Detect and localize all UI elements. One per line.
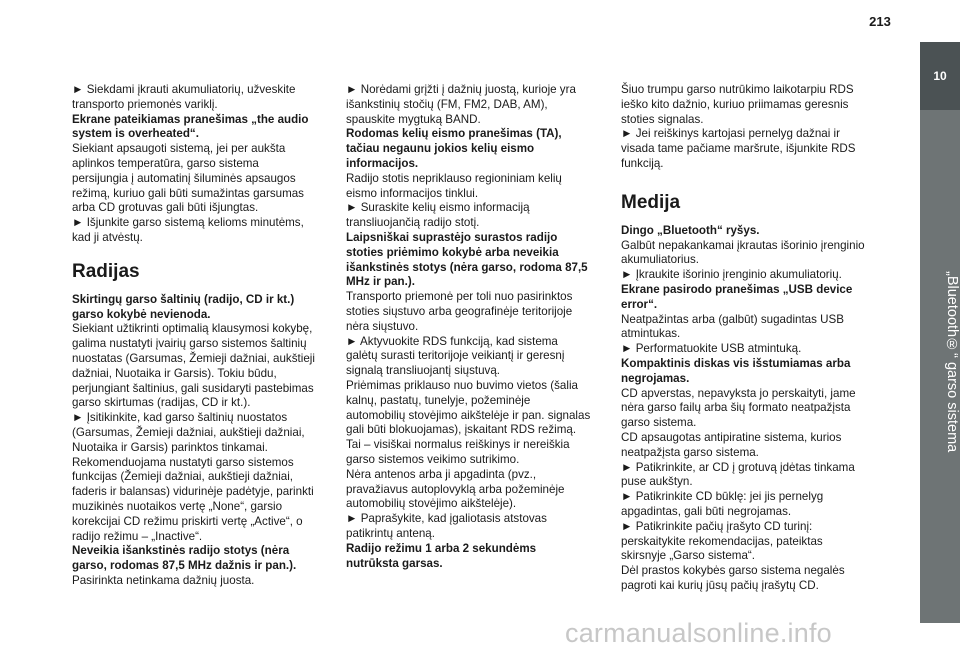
paragraph: ► Patikrinkite CD būklę: jei jis pernelyg apgadintas, gali būti negrojamas. [621,490,824,518]
paragraph: Neatpažintas arba (galbūt) sugadintas USB atmintukas. [621,312,844,341]
paragraph: Siekiant apsaugoti sistemą, jei per aukšta aplinkos temperatūra, garso sistema persijungia į automatinį šiluminės apsaugos režimą, kuriuo gali būti sumažintas garsumas arba CD grotuvas gali būti išjungtas. [72,142,304,215]
chapter-title: „Bluetooth®“ garso sistema [944,271,960,453]
paragraph: ► Išjunkite garso sistemą kelioms minutėms, kad ji atvėstų. [72,216,304,244]
bold-paragraph: Skirtingų garso šaltinių (radijo, CD ir kt.) garso kokybė nevienoda. [72,292,295,321]
chapter-number: 10 [920,42,960,110]
column-left [72,83,318,589]
paragraph: ► Jei reiškinys kartojasi pernelyg dažnai ir visada tame pačiame maršrute, išjunkite RDS funkciją. [621,127,856,170]
chapter-side-tab [920,42,960,623]
paragraph: CD apverstas, nepavyksta jo perskaityti, jame nėra garso failų arba šių formato neatpažįsta garso sistema. [621,386,856,430]
paragraph: Transporto priemonė per toli nuo pasirinktos stoties siųstuvo arba geografinėje teritorijoje nėra siųstuvo. [346,290,573,333]
watermark: carmanualsonline.info [565,618,832,648]
paragraph: CD apsaugotas antipiratine sistema, kurios neatpažįsta garso sistema. [621,430,842,459]
paragraph: Šiuo trumpu garso nutrūkimo laikotarpiu RDS ieško kito dažnio, kuriuo priimamas geresnis stoties signalas. [621,83,854,126]
bold-paragraph: Dingo „Bluetooth“ ryšys. [621,223,760,237]
paragraph: ► Įsitikinkite, kad garso šaltinių nuostatos (Garsumas, Žemieji dažniai, aukštieji dažniai, Nuotaika ir Garsis) parinktos tinkamai. Rekomenduojama nustatyti garso sistemos funkcijas (Žemieji dažniai, aukštieji dažniai, faderis ir balansas) vidurinėje padėtyje, parinkti muzikinės nuotaikos vertę „None“, garsio korekcijai CD režimu priskirti vertę „Active“, o radijo režimu – „Inactive“. [72,411,314,543]
paragraph: ► Paprašykite, kad įgaliotasis atstovas patikrintų anteną. [346,512,547,540]
paragraph: ► Įkraukite išorinio įrenginio akumuliatorių. [621,268,842,282]
bold-paragraph: Neveikia išankstinės radijo stotys (nėra garso, rodomas 87,5 MHz dažnis ir pan.). [72,544,297,573]
column-right [621,83,867,594]
paragraph: ► Norėdami grįžti į dažnių juostą, kurioje yra išankstinių stočių (FM, FM2, DAB, AM), spauskite mygtuką BAND. [346,83,576,126]
bold-paragraph: Rodomas kelių eismo pranešimas (TA), tačiau negaunu jokios kelių eismo informacijos. [346,127,562,170]
paragraph: Priėmimas priklauso nuo buvimo vietos (šalia kalnų, pastatų, tunelyje, požeminėje automobilių stovėjimo aikštelėje ir pan. signalas gali būti blokuojamas), įskaitant RDS režimą. [346,378,591,437]
paragraph: Dėl prastos kokybės garso sistema negalės pagroti kai kurių jūsų pačių įrašytų CD. [621,564,845,592]
bold-paragraph: Ekrane pateikiamas pranešimas „the audio system is overheated“. [72,112,309,141]
bold-paragraph: Kompaktinis diskas vis išstumiamas arba negrojamas. [621,356,851,385]
paragraph: Siekiant užtikrinti optimalią klausymosi kokybę, galima nustatyti įvairių garso sistemos šaltinių nuostatas (Garsumas, Žemieji dažniai, aukštieji dažniai, Nuotaika ir Garsis). Tokiu būdu, perjungiant šaltinius, gali susidaryti pastebimas garso skirtumas (radijas, CD ir kt.). [72,322,315,410]
paragraph: ► Patikrinkite pačių įrašyto CD turinį: perskaitykite rekomendacijas, pateiktas skirsnyje „Garso sistema“. [621,519,823,563]
paragraph: ► Siekdami įkrauti akumuliatorių, užveskite transporto priemonės variklį. [72,83,296,111]
paragraph: Pasirinkta netinkama dažnių juosta. [72,573,255,587]
section-heading-radijas: Radijas [72,260,140,282]
bold-paragraph: Ekrane pasirodo pranešimas „USB device error“. [621,282,853,311]
paragraph: ► Suraskite kelių eismo informaciją transliuojančią radijo stotį. [346,201,530,230]
paragraph: ► Aktyvuokite RDS funkciją, kad sistema galėtų surasti teritorijoje veikiantį ir geresnį signalą transliuojantį siųstuvą. [346,334,565,378]
bold-paragraph: Radijo režimu 1 arba 2 sekundėms nutrūksta garsas. [346,541,537,570]
paragraph: Radijo stotis nepriklauso regioniniam kelių eismo informacijos tinklui. [346,171,562,200]
paragraph: ► Patikrinkite, ar CD į grotuvą įdėtas tinkama puse aukštyn. [621,460,855,489]
paragraph: Nėra antenos arba ji apgadinta (pvz., pravažiavus autoplovyklą arba požeminėje automobilių stovėjimo aikštelėje). [346,467,565,511]
column-middle [346,83,592,571]
paragraph: ► Performatuokite USB atmintuką. [621,342,802,356]
page-number: 213 [869,14,891,29]
paragraph: Tai – visiškai normalus reiškinys ir nereiškia garso sistemos veikimo sutrikimo. [346,438,570,466]
bold-paragraph: Laipsniškai suprastėjo surastos radijo stoties priėmimo kokybė arba neveikia išankstinės stotys (nėra garso, rodoma 87,5 MHz ir pan.). [346,230,588,289]
paragraph: Galbūt nepakankamai įkrautas išorinio įrenginio akumuliatorius. [621,238,865,267]
section-heading-medija: Medija [621,191,681,213]
